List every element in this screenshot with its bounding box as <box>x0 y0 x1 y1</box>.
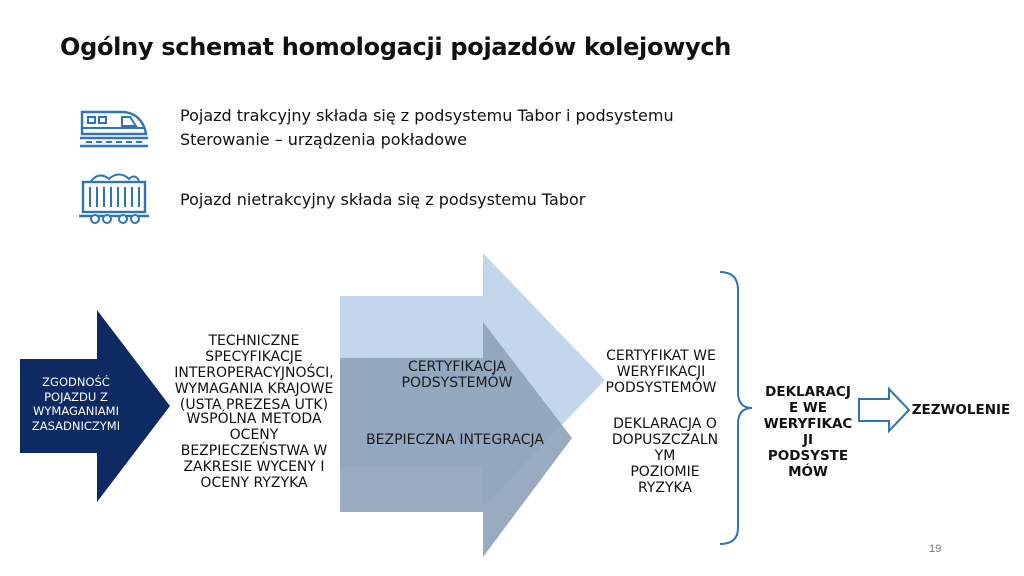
certification-label: CERTYFIKACJA PODSYSTEMÓW <box>401 359 513 391</box>
start-label: ZGODNOŚĆ POJAZDU Z WYMAGANIAMI ZASADNICZYMI <box>31 375 121 433</box>
permit-arrow <box>859 389 909 431</box>
page-number: 19 <box>929 543 942 555</box>
integration-label: BEZPIECZNA INTEGRACJA <box>366 432 544 448</box>
ec-declaration-label: DEKLARACJ E WE WERYFIKAC JI PODSYSTE MÓW <box>763 384 853 480</box>
permit-label: ZEZWOLENIE <box>911 402 1011 418</box>
certificate-label: CERTYFIKAT WE WERYFIKACJI PODSYSTEMÓW <box>605 348 717 396</box>
description-line: Pojazd trakcyjny składa się z podsystemu Tabor i podsystemu <box>180 106 674 125</box>
tsi-label: TECHNICZNE SPECYFIKACJE INTEROPERACYJNOŚCI, WYMAGANIA KRAJOWE (USTA PREZESA UTK) <box>174 333 334 413</box>
description-line: Sterowanie – urządzenia pokładowe <box>180 130 468 149</box>
csm-label: WSPÓLNA METODA OCENY BEZPIECZEŃSTWA W ZAKRESIE WYCENY I OCENY RYZYKA <box>180 411 328 491</box>
right-brace <box>720 272 752 544</box>
page-title: Ogólny schemat homologacji pojazdów kolejowych <box>60 33 732 61</box>
risk-declaration-label: DEKLARACJA O DOPUSZCZALN YM POZIOMIE RYZYKA <box>611 416 719 496</box>
description-line: Pojazd nietrakcyjny składa się z podsystemu Tabor <box>180 190 586 209</box>
